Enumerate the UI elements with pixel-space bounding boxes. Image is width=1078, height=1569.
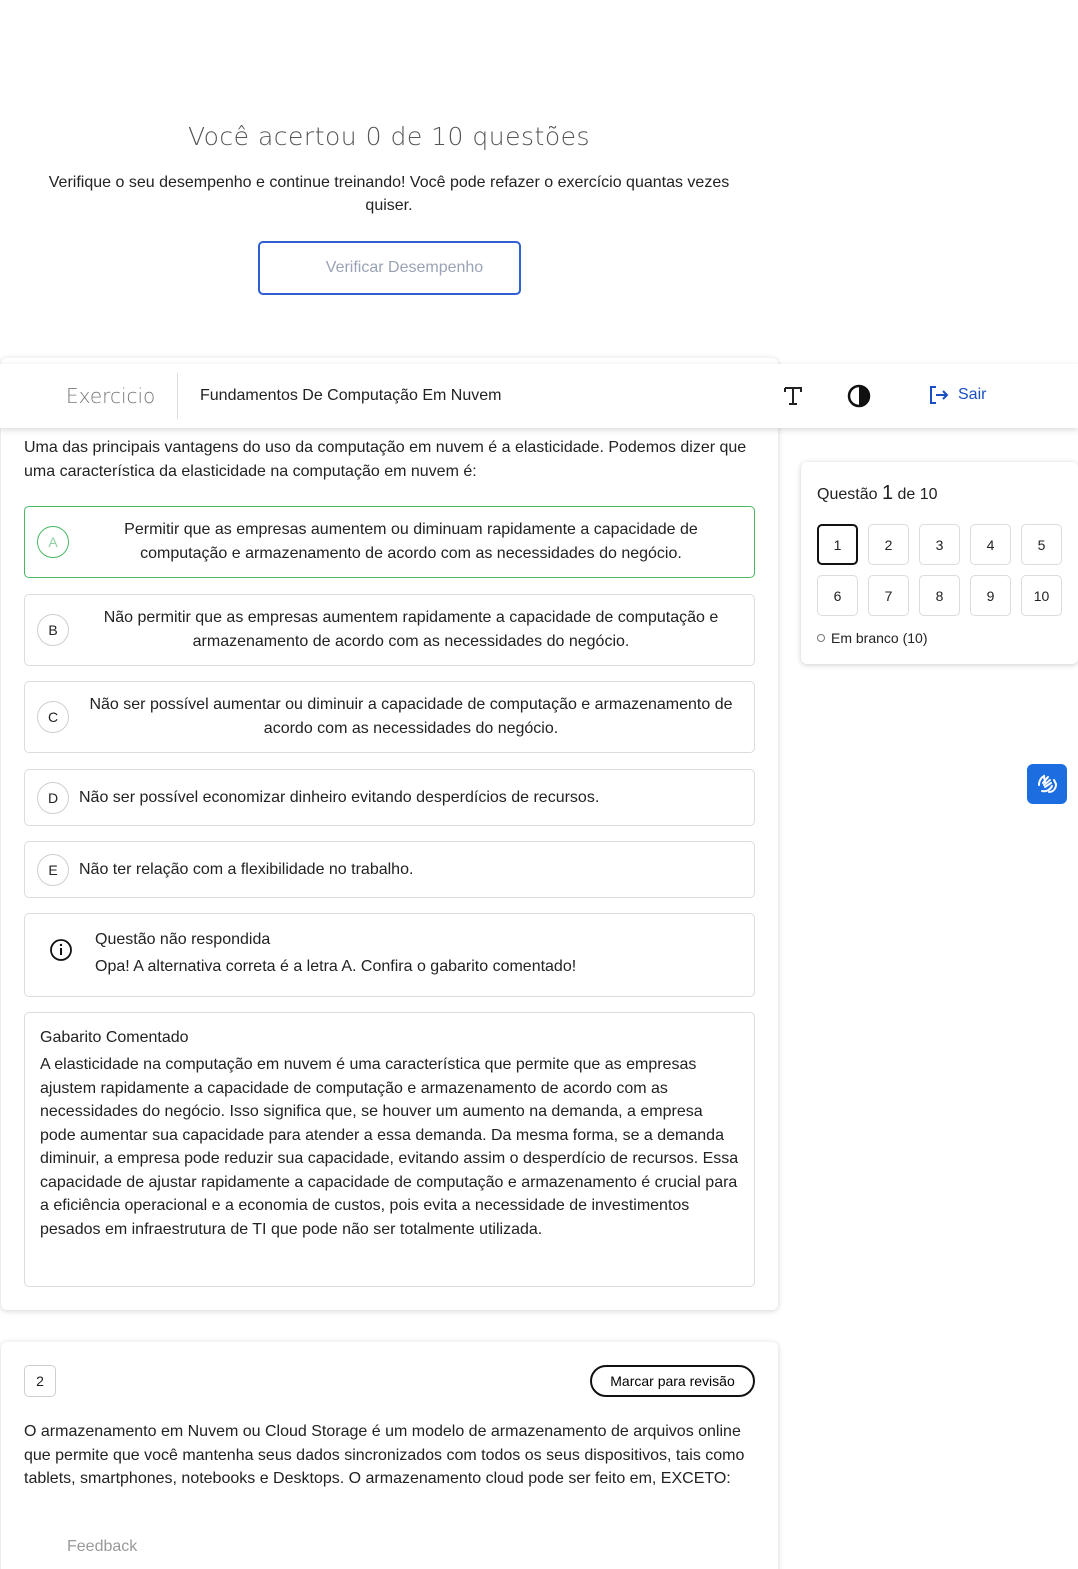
question-button-6[interactable]: 6 <box>817 575 858 616</box>
result-subtitle: Verifique o seu desempenho e continue treinando! Você pode refazer o exercício quantas vezes quiser. <box>48 174 730 214</box>
blank-legend <box>817 630 927 646</box>
option-e[interactable] <box>24 841 755 898</box>
question-number-badge: 2 <box>24 1365 56 1397</box>
answer-status-box <box>24 913 755 997</box>
blank-label: Em branco (10) <box>831 630 928 646</box>
option-letter: A <box>37 526 69 558</box>
top-bar <box>0 364 1078 428</box>
hands-icon <box>1034 771 1060 797</box>
option-text: Não permitir que as empresas aumentem rapidamente a capacidade de computação e armazenamento de acordo com as necessidades do negócio. <box>103 609 719 650</box>
exit-label: Sair <box>958 386 987 403</box>
verify-performance-button[interactable]: Verificar Desempenho <box>258 241 521 295</box>
option-letter: E <box>37 854 69 886</box>
option-c[interactable] <box>24 681 755 753</box>
question-button-10[interactable]: 10 <box>1021 575 1062 616</box>
brand-title: Exercicio <box>0 373 178 419</box>
result-title: Você acertou 0 de 10 questões <box>187 122 591 151</box>
option-text: Permitir que as empresas aumentem ou diminuam rapidamente a capacidade de computação e armazenamento de acordo com as necessidades do negócio. <box>124 521 698 562</box>
logout-icon <box>926 383 950 407</box>
question-navigator <box>801 462 1078 664</box>
blank-dot-icon <box>817 634 825 642</box>
counter-suffix: de 10 <box>897 486 938 503</box>
option-letter: C <box>37 701 69 733</box>
option-text: Não ter relação com a flexibilidade no trabalho. <box>79 860 414 878</box>
question-button-7[interactable]: 7 <box>868 575 909 616</box>
exit-button[interactable] <box>926 383 986 407</box>
mark-for-review-button[interactable]: Marcar para revisão <box>590 1365 755 1397</box>
option-text: Não ser possível economizar dinheiro evitando desperdícios de recursos. <box>79 788 600 806</box>
counter-current: 1 <box>881 482 894 504</box>
question-counter <box>817 482 938 505</box>
question-button-5[interactable]: 5 <box>1021 524 1062 565</box>
question-button-4[interactable]: 4 <box>970 524 1011 565</box>
counter-prefix: Questão <box>817 486 878 503</box>
feedback-label[interactable]: Feedback <box>67 1538 138 1555</box>
question-grid <box>817 524 1063 616</box>
question-button-2[interactable]: 2 <box>868 524 909 565</box>
question-button-3[interactable]: 3 <box>919 524 960 565</box>
course-title: Fundamentos De Computação Em Nuvem <box>200 387 502 404</box>
gabarito-box <box>24 1012 755 1287</box>
font-size-icon[interactable] <box>778 381 808 411</box>
gabarito-text: A elasticidade na computação em nuvem é uma característica que permite que as empresas ajustem rapidamente a capacidade de computação e armazenamento de acordo com as necessidades do negócio. Isso significa que, se houver um aumento na demanda, a empresa pode aumentar sua capacidade para atender a essa demanda. Da mesma forma, se a demanda diminuir, a empresa pode reduzir sua capacidade, evitando assim o desperdício de recursos. Essa capacidade de ajustar rapidamente a capacidade de computação e armazenamento é crucial para a eficiência operacional e a economia de custos, pois evita a necessidade de investimentos pesados em infraestrutura de TI que pode não ser totalmente utilizada. <box>40 1056 739 1238</box>
option-d[interactable] <box>24 769 755 826</box>
question-button-1[interactable]: 1 <box>817 524 858 565</box>
option-a[interactable] <box>24 506 755 578</box>
option-b[interactable] <box>24 594 755 666</box>
question-button-9[interactable]: 9 <box>970 575 1011 616</box>
option-text: Não ser possível aumentar ou diminuir a capacidade de computação e armazenamento de acordo com as necessidades do negócio. <box>89 696 733 737</box>
libras-accessibility-button[interactable] <box>1027 764 1067 804</box>
gabarito-title: Gabarito Comentado <box>40 1029 189 1046</box>
option-letter: D <box>37 782 69 814</box>
status-title: Questão não respondida <box>95 931 271 948</box>
question-text: Uma das principais vantagens do uso da computação em nuvem é a elasticidade. Podemos dizer que uma característica da elasticidade na computação em nuvem é: <box>24 439 747 480</box>
info-icon <box>49 938 73 962</box>
question-button-8[interactable]: 8 <box>919 575 960 616</box>
option-letter: B <box>37 614 69 646</box>
question-text-2: O armazenamento em Nuvem ou Cloud Storage é um modelo de armazenamento de arquivos online que permite que você mantenha seus dados sincronizados com todos os seus dispositivos, tais como tablets, smartphones, notebooks e Desktops. O armazenamento cloud pode ser feito em, EXCETO: <box>24 1423 745 1487</box>
status-text: Opa! A alternativa correta é a letra A. Confira o gabarito comentado! <box>95 958 577 975</box>
contrast-icon[interactable] <box>844 381 874 411</box>
